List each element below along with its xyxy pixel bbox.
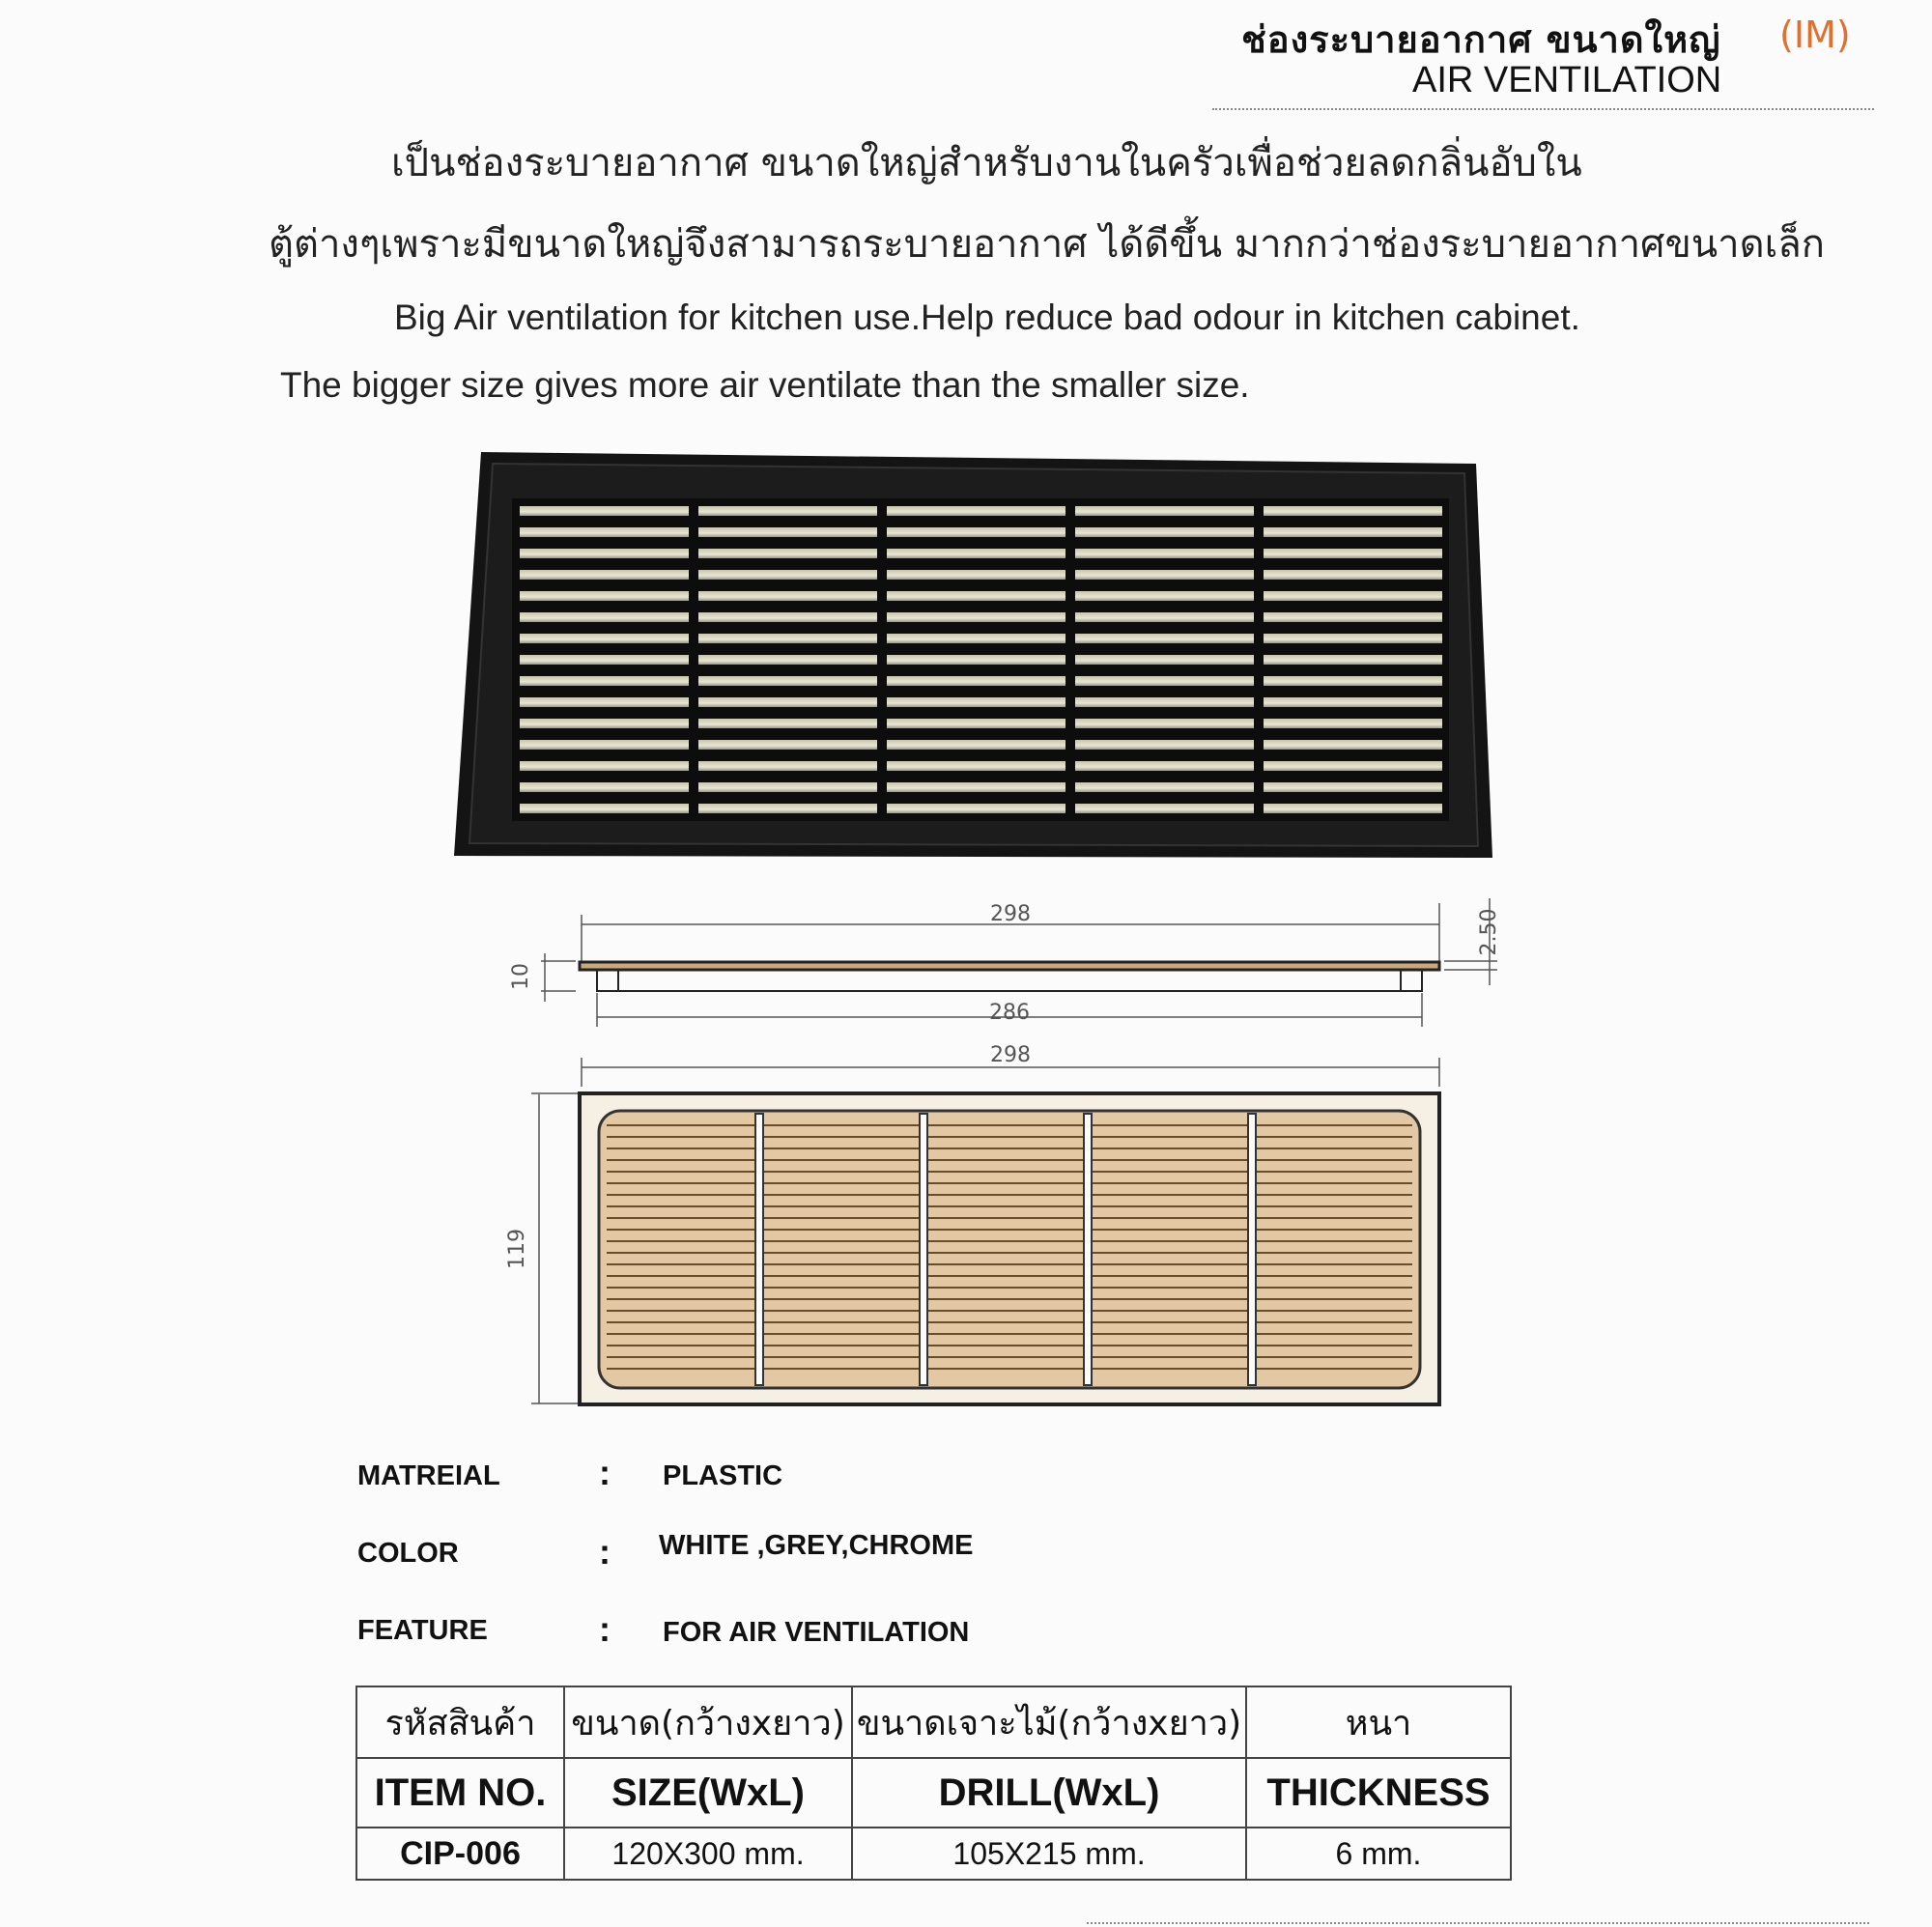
header-title-english: AIR VENTILATION [1412, 60, 1722, 100]
table-header-th-size: ขนาด(กว้างxยาว) [564, 1686, 852, 1758]
product-spec-table [355, 1686, 1512, 1881]
table-cell-size: 120X300 mm. [564, 1828, 852, 1880]
intro-english-line-2: The bigger size gives more air ventilate than the smaller size. [280, 365, 1250, 405]
dim-plan-width: 298 [990, 1043, 1031, 1067]
dim-inner-width: 286 [989, 1001, 1030, 1025]
intro-english-line-1: Big Air ventilation for kitchen use.Help reduce bad odour in kitchen cabinet. [394, 298, 1580, 337]
table-header-th-thickness: หนา [1246, 1686, 1511, 1758]
table-header-en-item: ITEM NO. [356, 1758, 564, 1828]
table-header-en-size: SIZE(WxL) [564, 1758, 852, 1828]
spec-color-label: COLOR [357, 1538, 459, 1569]
product-photo-vent [454, 452, 1497, 867]
intro-thai-line-1: เป็นช่องระบายอากาศ ขนาดใหญ่สำหรับงานในครัวเพื่อช่วยลดกลิ่นอับใน [391, 141, 1582, 185]
table-header-en-drill: DRILL(WxL) [852, 1758, 1246, 1828]
intro-thai-line-2: ตู้ต่างๆเพราะมีขนาดใหญ่จึงสามารถระบายอากาศ ได้ดีขึ้น มากกว่าช่องระบายอากาศขนาดเล็ก [269, 222, 1825, 267]
spec-feature-label: FEATURE [357, 1615, 488, 1646]
table-cell-drill: 105X215 mm. [852, 1828, 1246, 1880]
spec-material-colon: : [599, 1453, 611, 1492]
dim-thickness: 2.50 [1477, 908, 1501, 956]
table-cell-thickness: 6 mm. [1246, 1828, 1511, 1880]
spec-material-value: PLASTIC [663, 1460, 783, 1491]
header-title-thai: ช่องระบายอากาศ ขนาดใหญ่ [1241, 18, 1721, 61]
table-header-english-row [356, 1758, 1511, 1828]
header-divider [1212, 108, 1874, 110]
spec-feature-value: FOR AIR VENTILATION [663, 1617, 970, 1648]
header-product-code: (IM) [1779, 14, 1851, 56]
spec-color-colon: : [599, 1532, 611, 1572]
spec-feature-colon: : [599, 1609, 611, 1649]
footer-divider [1087, 1922, 1869, 1924]
dim-plan-height: 119 [505, 1229, 529, 1269]
table-row [356, 1828, 1511, 1880]
table-header-th-item: รหัสสินค้า [356, 1686, 564, 1758]
table-header-thai-row [356, 1686, 1511, 1758]
table-header-th-drill: ขนาดเจาะไม้(กว้างxยาว) [852, 1686, 1246, 1758]
spec-color-value: WHITE ,GREY,CHROME [659, 1530, 974, 1561]
spec-material-label: MATREIAL [357, 1460, 500, 1491]
table-header-en-thickness: THICKNESS [1246, 1758, 1511, 1828]
dim-height: 10 [509, 963, 533, 990]
technical-drawing [502, 893, 1507, 1415]
dim-top-width: 298 [990, 902, 1031, 926]
table-cell-item-no: CIP-006 [356, 1828, 564, 1880]
